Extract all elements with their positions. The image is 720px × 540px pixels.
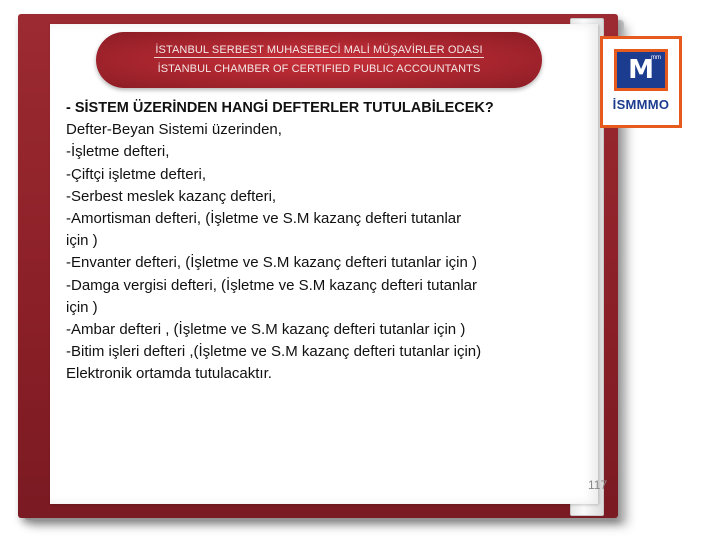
content-line: için ) [66,298,98,316]
header-banner [96,32,542,88]
content-line: -Envanter defteri, (İşletme ve S.M kazanç defteri tutanlar için ) [66,254,477,272]
banner-divider [154,57,484,58]
content-line: -İşletme defteri, [66,143,170,161]
content-line: -Bitim işleri defteri ,(İşletme ve S.M kazanç defteri tutanlar için) [66,343,482,361]
logo-mark-letter: M [628,55,654,85]
content-line: için ) [66,232,98,250]
logo-text: İSMMMO [612,97,670,112]
content-line: -Amortisman defteri, (İşletme ve S.M kazanç defteri tutanlar [66,210,462,228]
content-title: - SİSTEM ÜZERİNDEN HANGİ DEFTERLER TUTULABİLECEK? [66,100,494,116]
content-line: Defter-Beyan Sistemi üzerinden, [66,121,282,139]
content-line: -Damga vergisi defteri, (İşletme ve S.M kazanç defteri tutanlar [66,276,477,294]
logo-mark-superscript: mm [651,55,661,61]
banner-title-english: İSTANBUL CHAMBER OF CERTIFIED PUBLIC ACCOUNTANTS [157,63,481,75]
ismmmo-logo [600,36,682,128]
page-number: 117 [588,478,608,492]
content-line: -Serbest meslek kazanç defteri, [66,187,277,205]
content-line: -Çiftçi işletme defteri, [66,165,207,183]
content-line: -Ambar defteri , (İşletme ve S.M kazanç defteri tutanlar için ) [66,321,466,339]
content-line: Elektronik ortamda tutulacaktır. [66,365,272,383]
banner-title-turkish: İSTANBUL SERBEST MUHASEBECİ MALİ MÜŞAVİRLER ODASI [155,44,483,56]
page-content [66,97,546,386]
logo-mark [614,49,668,91]
